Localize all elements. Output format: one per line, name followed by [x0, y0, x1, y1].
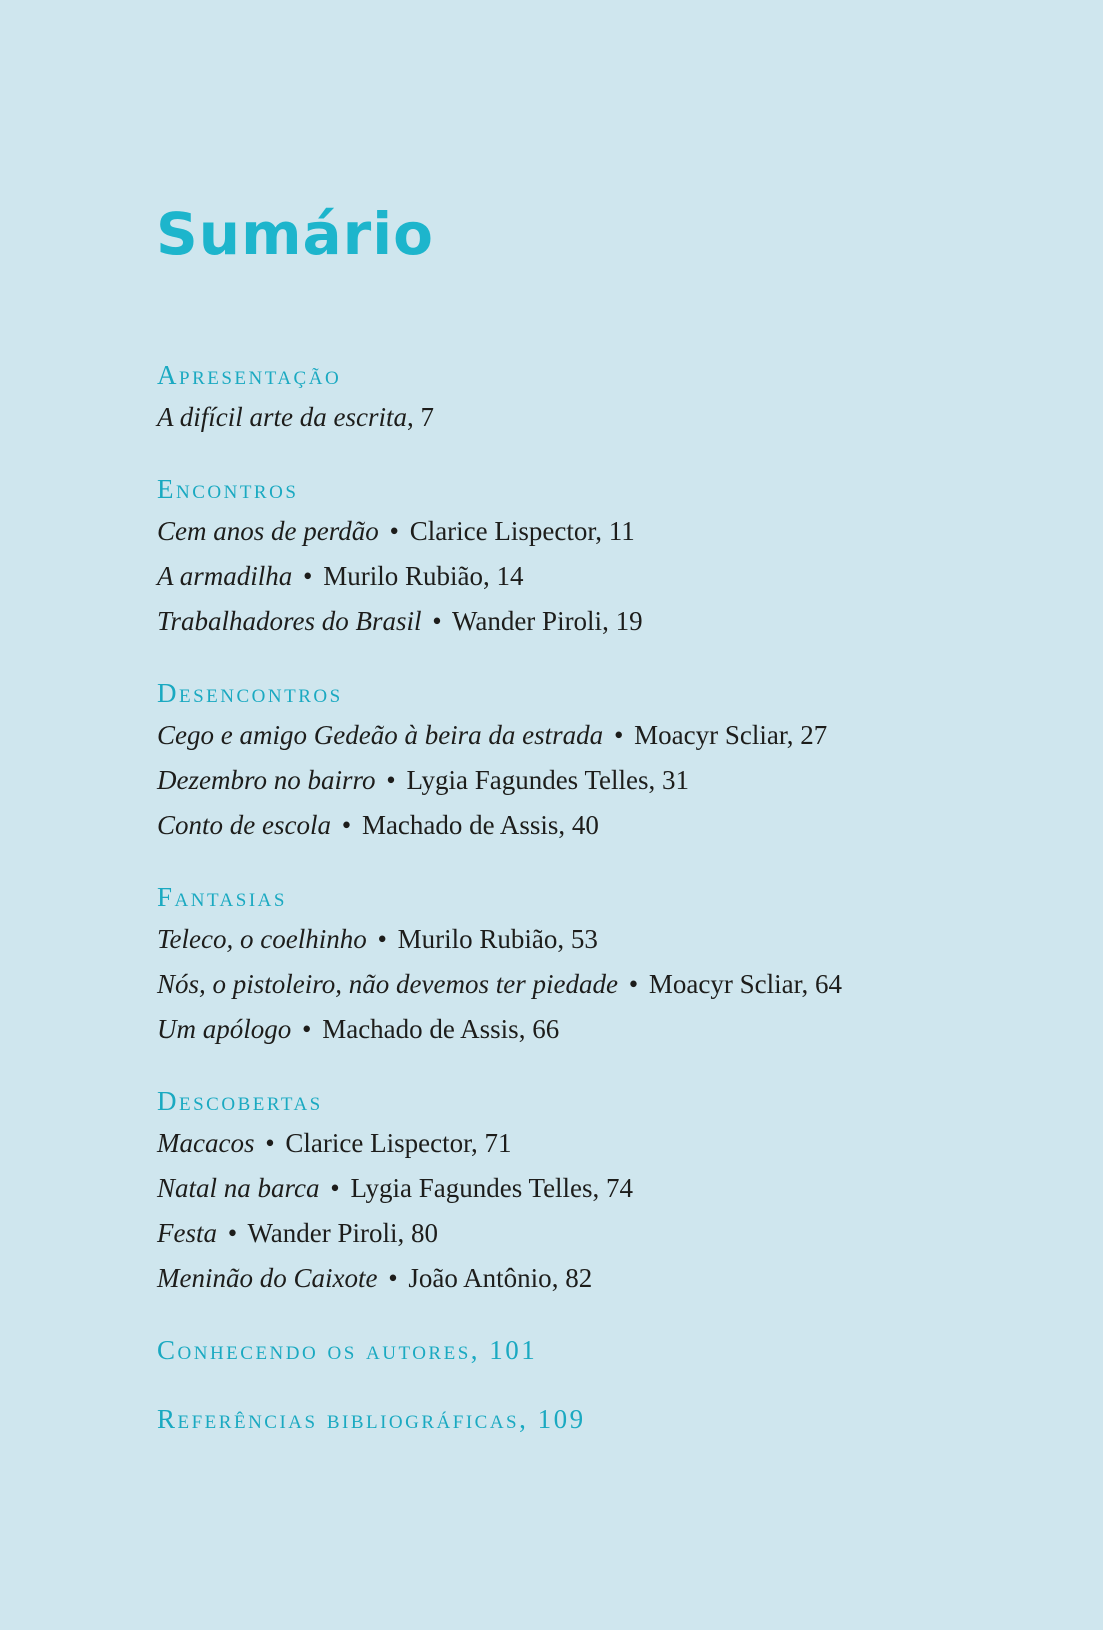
page-number: 7	[420, 402, 434, 432]
bullet-separator: •	[386, 765, 396, 795]
author-name: Wander Piroli	[247, 1218, 398, 1248]
closing-entry[interactable]: Referências bibliográficas, 109	[157, 1404, 586, 1434]
toc-entry[interactable]: Conto de escola • Machado de Assis, 40	[157, 810, 599, 840]
section-gap	[157, 440, 1057, 469]
author-name: Machado de Assis	[361, 810, 559, 840]
toc-entry[interactable]: A difícil arte da escrita, 7	[157, 402, 434, 432]
toc-entry[interactable]: Teleco, o coelhinho • Murilo Rubião, 53	[157, 924, 598, 954]
story-title: Festa	[157, 1218, 217, 1248]
toc-entry[interactable]: Cem anos de perdão • Clarice Lispector, 11	[157, 516, 635, 546]
page-number: 64	[815, 969, 843, 999]
bullet-separator: •	[265, 1128, 275, 1158]
author-name: Moacyr Scliar	[648, 969, 802, 999]
page-number: 109	[537, 1404, 586, 1434]
bullet-separator: •	[302, 1014, 312, 1044]
section-gap	[157, 1301, 1057, 1330]
page-number: 82	[565, 1263, 593, 1293]
page-number: 53	[570, 924, 598, 954]
page-number: 71	[484, 1128, 512, 1158]
toc-entry[interactable]: Natal na barca • Lygia Fagundes Telles, 74	[157, 1173, 634, 1203]
page-number: 74	[606, 1173, 634, 1203]
bullet-separator: •	[388, 1263, 398, 1293]
story-title: Dezembro no bairro	[157, 765, 376, 795]
page-number: 40	[571, 810, 599, 840]
bullet-separator: •	[341, 810, 352, 840]
closing-label: Referências bibliográficas	[157, 1404, 520, 1434]
page-number: 80	[411, 1218, 439, 1248]
page-number: 101	[489, 1335, 538, 1365]
page-number: 31	[662, 765, 690, 795]
table-of-contents	[157, 355, 1057, 1439]
page-number: 27	[800, 720, 828, 750]
toc-entry[interactable]: Trabalhadores do Brasil • Wander Piroli, 19	[157, 606, 643, 636]
section-heading: Descobertas	[157, 1086, 323, 1116]
toc-section	[157, 355, 1057, 440]
section-heading: Fantasias	[157, 882, 287, 912]
author-name: João Antônio	[408, 1263, 552, 1293]
toc-entry[interactable]: Festa • Wander Piroli, 80	[157, 1218, 439, 1248]
bullet-separator: •	[227, 1218, 238, 1248]
author-name: Murilo Rubião	[397, 924, 558, 954]
closing-label: Conhecendo os autores	[157, 1335, 471, 1365]
author-name: Clarice Lispector	[285, 1128, 472, 1158]
section-gap	[157, 1370, 1057, 1399]
author-name: Murilo Rubião	[323, 561, 483, 591]
toc-entry[interactable]: Macacos • Clarice Lispector, 71	[157, 1128, 512, 1158]
story-title: Nós, o pistoleiro, não devemos ter piedade	[157, 969, 618, 999]
page-title: Sumário	[156, 200, 434, 268]
toc-entry[interactable]: A armadilha • Murilo Rubião, 14	[157, 561, 524, 591]
story-title: Natal na barca	[157, 1173, 320, 1203]
author-name: Clarice Lispector	[409, 516, 596, 546]
toc-section	[157, 1081, 1057, 1301]
section-gap	[157, 644, 1057, 673]
page-number: 19	[615, 606, 643, 636]
section-gap	[157, 1052, 1057, 1081]
toc-entry[interactable]: Cego e amigo Gedeão à beira da estrada • Moacyr Scliar, 27	[157, 720, 828, 750]
bullet-separator: •	[628, 969, 639, 999]
toc-section	[157, 877, 1057, 1052]
author-name: Moacyr Scliar	[634, 720, 787, 750]
story-title: A armadilha	[157, 561, 293, 591]
closing-entry[interactable]: Conhecendo os autores, 101	[157, 1335, 538, 1365]
story-title: Meninão do Caixote	[157, 1263, 378, 1293]
section-heading: Desencontros	[157, 678, 343, 708]
author-name: Lygia Fagundes Telles	[406, 765, 649, 795]
author-name: Machado de Assis	[322, 1014, 519, 1044]
toc-entry[interactable]: Dezembro no bairro • Lygia Fagundes Telles, 31	[157, 765, 690, 795]
story-title: Teleco, o coelhinho	[157, 924, 367, 954]
story-title: Trabalhadores do Brasil	[157, 606, 422, 636]
story-title: Cego e amigo Gedeão à beira da estrada	[157, 720, 604, 750]
section-heading: Apresentação	[157, 360, 342, 390]
bullet-separator: •	[432, 606, 442, 636]
bullet-separator: •	[303, 561, 313, 591]
toc-entry[interactable]: Meninão do Caixote • João Antônio, 82	[157, 1263, 593, 1293]
author-name: Lygia Fagundes Telles	[350, 1173, 593, 1203]
bullet-separator: •	[613, 720, 624, 750]
bullet-separator: •	[377, 924, 387, 954]
page-number: 11	[608, 516, 635, 546]
toc-section	[157, 673, 1057, 848]
story-title: Conto de escola	[157, 810, 331, 840]
toc-entry[interactable]: Nós, o pistoleiro, não devemos ter piedade • Moacyr Scliar, 64	[157, 969, 843, 999]
toc-entry[interactable]: Um apólogo • Machado de Assis, 66	[157, 1014, 560, 1044]
story-title: Macacos	[157, 1128, 255, 1158]
page-number: 14	[496, 561, 524, 591]
author-name: Wander Piroli	[452, 606, 603, 636]
story-title: Cem anos de perdão	[157, 516, 379, 546]
story-title: A difícil arte da escrita	[157, 402, 407, 432]
bullet-separator: •	[330, 1173, 340, 1203]
story-title: Um apólogo	[157, 1014, 292, 1044]
section-gap	[157, 848, 1057, 877]
toc-section	[157, 469, 1057, 644]
page-number: 66	[532, 1014, 560, 1044]
section-heading: Encontros	[157, 474, 299, 504]
bullet-separator: •	[389, 516, 399, 546]
